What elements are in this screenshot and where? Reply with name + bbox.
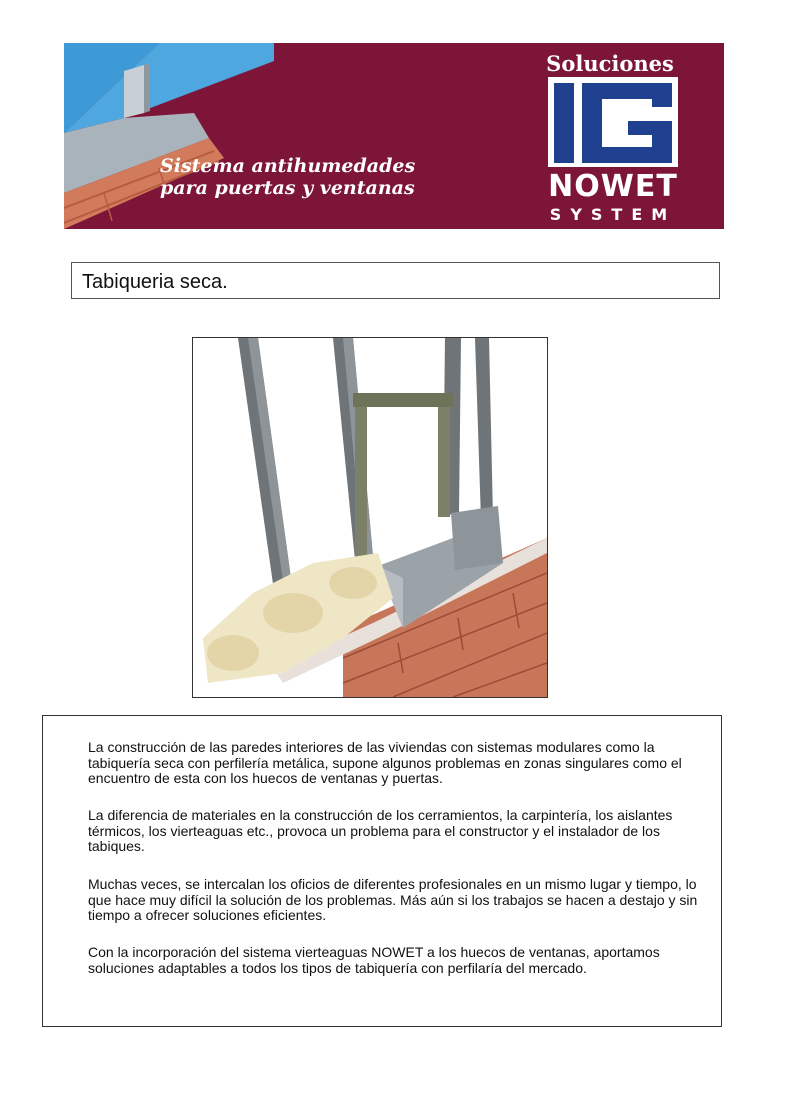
logo-word-system: SYSTEM — [549, 205, 677, 224]
logo-word-nowet: NOWET — [548, 169, 678, 204]
nowet-g-mark-icon — [548, 77, 678, 167]
tagline-line-2: para puertas y ventanas — [160, 177, 415, 199]
drywall-window-frame-photo — [192, 337, 548, 698]
tagline-line-1: Sistema antihumedades — [160, 155, 416, 177]
nowet-logo — [548, 77, 678, 223]
photo-illustration — [193, 338, 547, 697]
header-banner — [64, 43, 724, 229]
paragraph-4: Con la incorporación del sistema vierteaguas NOWET a los huecos de ventanas, aportamos soluciones adaptables a todos los tipos de tabiquería con perfilaría del mercado. — [88, 944, 660, 976]
banner-tagline — [160, 155, 415, 199]
section-title-box — [71, 262, 720, 299]
paragraph-3: Muchas veces, se intercalan los oficios de diferentes profesionales en un mismo lugar y tiempo, lo que hace muy difícil la solución de los problemas. Más aún si los trabajos se hacen a destajo y sin tiempo a ofrecer soluciones eficientes. — [88, 876, 698, 923]
section-title: Tabiqueria seca. — [82, 271, 228, 293]
banner-corner-photo — [64, 43, 274, 229]
banner-heading: Soluciones — [546, 51, 674, 76]
description-box — [42, 715, 722, 1027]
paragraph-2: La diferencia de materiales en la construcción de los cerramientos, la carpintería, los aislantes térmicos, los vierteaguas etc., provoca un problema para el constructor y el instalador de los tabiques. — [88, 807, 673, 854]
paragraph-1: La construcción de las paredes interiores de las viviendas con sistemas modulares como la tabiquería seca con perfilería metálica, supone algunos problemas en zonas singulares como el encuentro de esta con los huecos de ventanas y puertas. — [88, 739, 682, 786]
